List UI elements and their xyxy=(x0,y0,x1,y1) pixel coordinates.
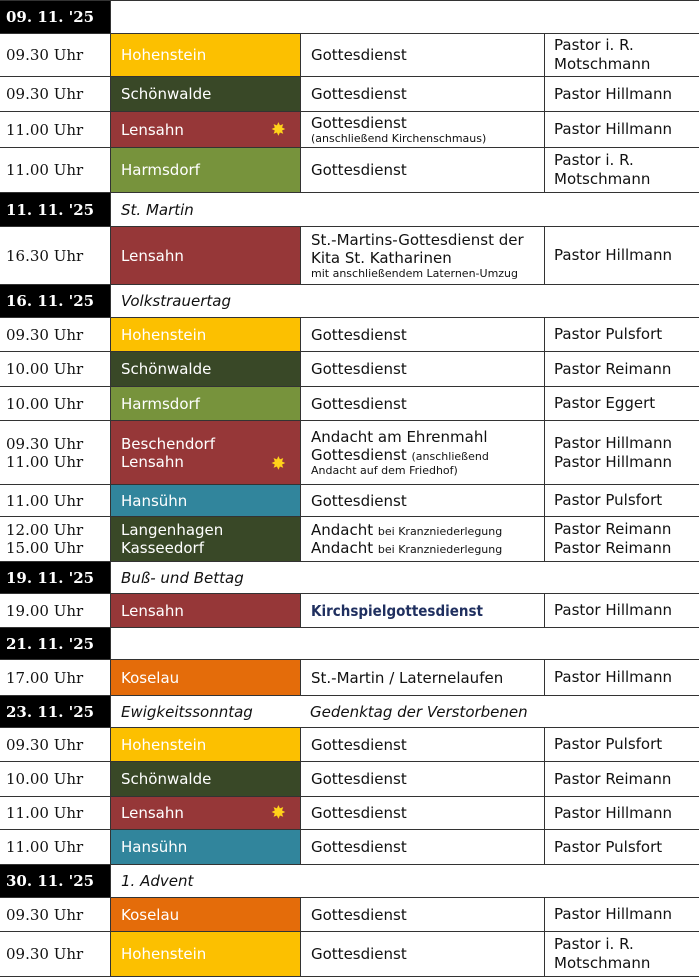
service-row xyxy=(0,318,699,352)
time-cell xyxy=(0,762,111,796)
time: 10.00 Uhr xyxy=(6,360,84,378)
pastor: Pastor Pulsfort xyxy=(554,491,663,510)
service-cell xyxy=(300,112,545,147)
service: Gottesdienst xyxy=(311,804,407,822)
time-cell xyxy=(0,728,111,761)
service: Gottesdienst xyxy=(311,325,407,344)
service: Andacht xyxy=(311,521,374,539)
place-cell xyxy=(111,387,300,420)
place-cell xyxy=(111,148,300,192)
service-cell xyxy=(300,517,545,561)
pastor-cell xyxy=(545,77,699,111)
pastor: Pastor Pulsfort xyxy=(554,837,663,856)
empty-cell xyxy=(545,628,699,659)
pastor-cell xyxy=(545,797,699,829)
place-cell xyxy=(111,797,300,829)
occasion-label: St. Martin xyxy=(111,193,300,226)
service-small: bei Kranzniederlegung xyxy=(377,525,503,538)
date-label: 09. 11. '25 xyxy=(0,1,111,33)
place: Koselau xyxy=(121,668,180,687)
empty-cell xyxy=(545,285,699,317)
date-header-row xyxy=(0,562,699,594)
place-cell xyxy=(111,485,300,516)
time: 09.30 Uhr xyxy=(6,905,84,924)
service-cell xyxy=(300,148,545,192)
time-cell xyxy=(0,352,111,386)
pastor: Pastor Hillmann xyxy=(554,452,672,471)
service-row xyxy=(0,148,699,193)
pastor: Pastor Hillmann xyxy=(554,120,672,139)
service-cell xyxy=(300,728,545,761)
pastor: Pastor Reimann xyxy=(554,520,672,539)
time: 10.00 Uhr xyxy=(6,770,84,788)
service-row xyxy=(0,352,699,387)
time: 11.00 Uhr xyxy=(6,452,84,471)
service-small: bei Kranzniederlegung xyxy=(377,543,503,556)
time-cell xyxy=(0,932,111,976)
service-note: (anschließend xyxy=(411,449,489,463)
service-row xyxy=(0,77,699,112)
time: 11.00 Uhr xyxy=(6,838,84,856)
service-row xyxy=(0,421,699,485)
service-cell xyxy=(300,352,545,386)
service-cell xyxy=(300,762,545,796)
occasion-label: 1. Advent xyxy=(111,865,300,897)
time: 09.30 Uhr xyxy=(6,735,84,754)
pastor: Pastor Hillmann xyxy=(554,668,672,687)
place: Hohenstein xyxy=(121,735,207,754)
sun-icon: ✸ xyxy=(270,119,286,140)
place: Lensahn xyxy=(121,601,184,620)
service-row xyxy=(0,112,699,148)
pastor-cell xyxy=(545,594,699,627)
place: Kasseedorf xyxy=(121,539,204,557)
date-header-row xyxy=(0,285,699,318)
pastor: Pastor Pulsfort xyxy=(554,735,663,754)
service: Gottesdienst xyxy=(311,85,407,103)
pastor: Pastor i. R. Motschmann xyxy=(554,151,651,188)
time: 09.30 Uhr xyxy=(6,434,84,453)
time-cell xyxy=(0,227,111,284)
place-cell xyxy=(111,728,300,761)
pastor: Pastor Hillmann xyxy=(554,905,672,924)
place-cell xyxy=(111,34,300,76)
place-cell xyxy=(111,77,300,111)
occasion-label: Buß- und Bettag xyxy=(111,562,300,593)
occasion-label: Volkstrauertag xyxy=(111,285,300,317)
time-cell xyxy=(0,148,111,192)
pastor: Pastor Pulsfort xyxy=(554,325,663,344)
occasion-label xyxy=(111,628,300,659)
time: 09.30 Uhr xyxy=(6,945,84,963)
date-header-row xyxy=(0,193,699,227)
occasion-label: Ewigkeitssonntag xyxy=(111,696,300,727)
pastor: Pastor Hillmann xyxy=(554,246,672,265)
pastor-cell xyxy=(545,112,699,147)
place-cell xyxy=(111,352,300,386)
place: Beschendorf xyxy=(121,434,215,453)
pastor-cell xyxy=(545,898,699,931)
place-cell xyxy=(111,227,300,284)
sun-icon: ✸ xyxy=(270,802,286,824)
occasion-note xyxy=(300,628,545,659)
pastor: Pastor Reimann xyxy=(554,769,672,788)
time-cell xyxy=(0,830,111,864)
service-line xyxy=(311,428,544,446)
empty-cell xyxy=(545,562,699,593)
service: Gottesdienst xyxy=(311,445,407,464)
date-label: 11. 11. '25 xyxy=(0,193,111,226)
service-cell xyxy=(300,660,545,695)
service-cell xyxy=(300,421,545,484)
occasion-note xyxy=(300,193,545,226)
occasion-label xyxy=(111,1,300,33)
time: 10.00 Uhr xyxy=(6,394,84,413)
time: 12.00 Uhr xyxy=(6,521,84,539)
empty-cell xyxy=(545,696,699,727)
place-cell xyxy=(111,517,300,561)
service-cell xyxy=(300,830,545,864)
occasion-note xyxy=(300,1,545,33)
service: Gottesdienst xyxy=(311,113,407,132)
place: Koselau xyxy=(121,905,180,924)
time: 16.30 Uhr xyxy=(6,246,84,265)
service-cell xyxy=(300,898,545,931)
time-cell xyxy=(0,898,111,931)
place: Schönwalde xyxy=(121,85,212,103)
time-cell xyxy=(0,318,111,351)
service: Gottesdienst xyxy=(311,945,407,963)
place: Langenhagen xyxy=(121,521,224,539)
service: Gottesdienst xyxy=(311,491,407,510)
pastor-cell xyxy=(545,728,699,761)
date-label: 30. 11. '25 xyxy=(0,865,111,897)
service-row xyxy=(0,898,699,932)
service: St.-Martins-Gottesdienst der Kita St. Katharinen xyxy=(311,230,524,267)
place: Schönwalde xyxy=(121,360,212,378)
empty-cell xyxy=(545,193,699,226)
place: Lensahn xyxy=(121,452,184,471)
time-cell xyxy=(0,34,111,76)
service-row xyxy=(0,660,699,696)
service-row xyxy=(0,830,699,865)
place: Hansühn xyxy=(121,491,188,510)
occasion-note xyxy=(300,285,545,317)
place: Lensahn xyxy=(121,804,184,822)
place: Hohenstein xyxy=(121,46,207,64)
pastor: Pastor Hillmann xyxy=(554,803,672,822)
service: Andacht am Ehrenmahl xyxy=(311,427,488,446)
pastor-cell xyxy=(545,318,699,351)
pastor-cell xyxy=(545,762,699,796)
time: 09.30 Uhr xyxy=(6,325,84,344)
time: 11.00 Uhr xyxy=(6,491,84,510)
sun-icon: ✸ xyxy=(270,453,286,475)
time-cell xyxy=(0,77,111,111)
place-cell xyxy=(111,762,300,796)
service-row xyxy=(0,34,699,77)
time-cell xyxy=(0,517,111,561)
time-cell xyxy=(0,660,111,695)
place: Lensahn xyxy=(121,120,184,139)
place: Hohenstein xyxy=(121,945,207,963)
service-cell xyxy=(300,387,545,420)
time-cell xyxy=(0,387,111,420)
place-cell xyxy=(111,898,300,931)
time-cell xyxy=(0,421,111,484)
service: Gottesdienst xyxy=(311,838,407,856)
time: 15.00 Uhr xyxy=(6,539,84,557)
occasion-note: Gedenktag der Verstorbenen xyxy=(300,696,545,727)
service: Andacht xyxy=(311,539,374,557)
place: Hohenstein xyxy=(121,325,207,344)
place-cell xyxy=(111,830,300,864)
service: St.-Martin / Laternelaufen xyxy=(311,668,504,687)
service-cell xyxy=(300,227,545,284)
empty-cell xyxy=(545,1,699,33)
place: Schönwalde xyxy=(121,770,212,788)
service: Gottesdienst xyxy=(311,735,407,754)
pastor: Pastor Reimann xyxy=(554,539,672,557)
service-row xyxy=(0,762,699,797)
service-cell xyxy=(300,594,545,627)
occasion-note xyxy=(300,865,545,897)
occasion-note xyxy=(300,562,545,593)
service-row xyxy=(0,227,699,285)
service-row xyxy=(0,517,699,562)
service-line xyxy=(311,521,544,539)
place-cell xyxy=(111,932,300,976)
time-cell xyxy=(0,112,111,147)
service-row xyxy=(0,594,699,628)
date-label: 16. 11. '25 xyxy=(0,285,111,317)
service-cell xyxy=(300,797,545,829)
service-row xyxy=(0,932,699,977)
date-label: 19. 11. '25 xyxy=(0,562,111,593)
service-cell xyxy=(300,485,545,516)
pastor: Pastor Hillmann xyxy=(554,84,672,103)
pastor-cell xyxy=(545,421,699,484)
date-header-row xyxy=(0,865,699,898)
service-row xyxy=(0,485,699,517)
pastor: Pastor Eggert xyxy=(554,394,656,413)
time: 19.00 Uhr xyxy=(6,601,84,620)
service: Gottesdienst xyxy=(311,905,407,924)
service-line xyxy=(311,539,544,557)
pastor-cell xyxy=(545,387,699,420)
time: 11.00 Uhr xyxy=(6,804,84,822)
service-cell xyxy=(300,34,545,76)
place-cell xyxy=(111,594,300,627)
service: Gottesdienst xyxy=(311,360,407,378)
place-cell xyxy=(111,318,300,351)
date-header-row xyxy=(0,628,699,660)
service-line xyxy=(311,446,544,464)
pastor-cell xyxy=(545,485,699,516)
service-note: mit anschließendem Laternen-Umzug xyxy=(311,266,519,280)
pastor-cell xyxy=(545,148,699,192)
empty-cell xyxy=(545,865,699,897)
pastor-cell xyxy=(545,227,699,284)
pastor: Pastor Hillmann xyxy=(554,601,672,620)
service-row xyxy=(0,797,699,830)
place: Hansühn xyxy=(121,838,188,856)
service-cell xyxy=(300,932,545,976)
date-header-row xyxy=(0,696,699,728)
pastor-cell xyxy=(545,830,699,864)
service: Gottesdienst xyxy=(311,394,407,413)
service-row xyxy=(0,387,699,421)
service-note: (anschließend Kirchenschmaus) xyxy=(311,131,487,145)
service-cell xyxy=(300,318,545,351)
time: 17.00 Uhr xyxy=(6,668,84,687)
service-cell xyxy=(300,77,545,111)
place: Harmsdorf xyxy=(121,394,200,413)
pastor-cell xyxy=(545,660,699,695)
time: 11.00 Uhr xyxy=(6,120,84,139)
place-cell xyxy=(111,421,300,484)
date-label: 21. 11. '25 xyxy=(0,628,111,659)
date-header-row xyxy=(0,0,699,34)
place-cell xyxy=(111,660,300,695)
pastor-cell xyxy=(545,932,699,976)
time: 11.00 Uhr xyxy=(6,161,84,179)
time-cell xyxy=(0,594,111,627)
pastor: Pastor Hillmann xyxy=(554,433,672,452)
pastor: Pastor i. R. Motschmann xyxy=(554,935,651,972)
pastor: Pastor i. R. Motschmann xyxy=(554,36,651,73)
date-label: 23. 11. '25 xyxy=(0,696,111,727)
pastor-cell xyxy=(545,34,699,76)
service: Gottesdienst xyxy=(311,770,407,788)
time: 09.30 Uhr xyxy=(6,46,84,64)
service: Kirchspielgottesdienst xyxy=(311,601,484,620)
service: Gottesdienst xyxy=(311,46,407,64)
place: Harmsdorf xyxy=(121,161,200,179)
place: Lensahn xyxy=(121,246,184,265)
service: Gottesdienst xyxy=(311,161,407,179)
time: 09.30 Uhr xyxy=(6,85,84,103)
pastor-cell xyxy=(545,517,699,561)
time-cell xyxy=(0,485,111,516)
service-note: Andacht auf dem Friedhof) xyxy=(311,463,458,477)
service-row xyxy=(0,728,699,762)
place-cell xyxy=(111,112,300,147)
time-cell xyxy=(0,797,111,829)
pastor-cell xyxy=(545,352,699,386)
pastor: Pastor Reimann xyxy=(554,359,672,378)
